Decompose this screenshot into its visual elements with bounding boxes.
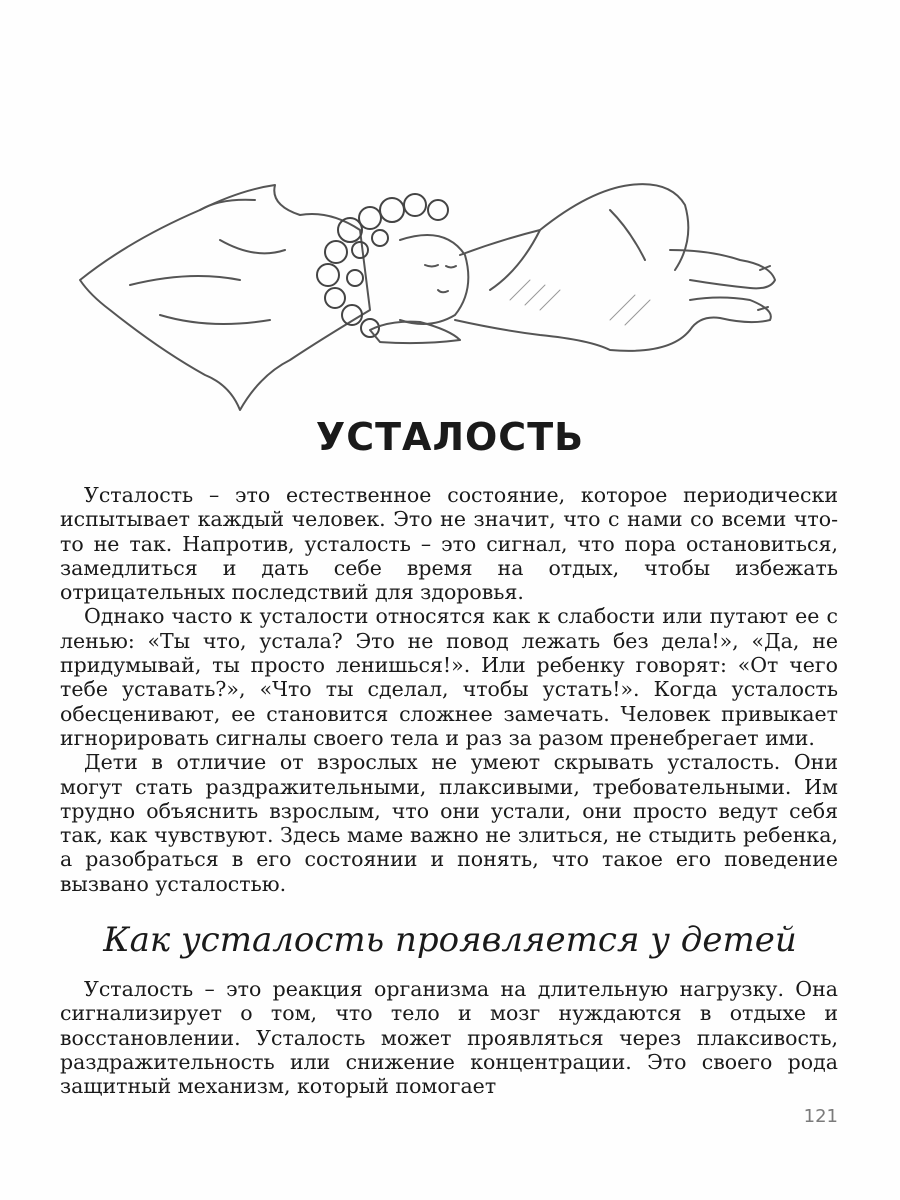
section-body-text bbox=[60, 977, 838, 1098]
sleeping-child-illustration bbox=[70, 170, 790, 420]
paragraph: Усталость – это реакция организма на длительную нагрузку. Она сигнализирует о том, что тело и мозг нуждаются в отдыхе и восстановлении. Усталость может проявляться через плаксивость, раздражительность или снижение концентрации. Это своего рода защитный механизм, который помогает bbox=[60, 977, 838, 1099]
paragraph: Однако часто к усталости относятся как к слабости или путают ее с ленью: «Ты что, устала? Это не повод лежать без дела!», «Да, не придумывай, ты просто ленишься!». Или ребенку говорят: «От чего тебе уставать?», «Что ты сделал, чтобы устать!». Когда усталость обесценивают, ее становится сложнее замечать. Человек привыкает игнорировать сигналы своего тела и раз за разом пренебрегает ими. bbox=[60, 604, 838, 750]
chapter-title: УСТАЛОСТЬ bbox=[315, 415, 585, 459]
body-text bbox=[60, 483, 838, 896]
page-number: 121 bbox=[803, 1106, 838, 1127]
paragraph: Усталость – это естественное состояние, которое периодически испытывает каждый человек. Это не значит, что с нами со всеми что-то не так. Напротив, усталость – это сигнал, что пора остановиться, замедлиться и дать себе время на отдых, чтобы избежать отрицательных последствий для здоровья. bbox=[60, 483, 838, 605]
section-heading: Как усталость проявляется у детей bbox=[103, 920, 797, 960]
paragraph: Дети в отличие от взрослых не умеют скрывать усталость. Они могут стать раздражительными, плаксивыми, требовательными. Им трудно объяснить взрослым, что они устали, они просто ведут себя так, как чувствуют. Здесь маме важно не злиться, не стыдить ребенка, а разобраться в его состоянии и понять, что такое его поведение вызвано усталостью. bbox=[60, 750, 838, 896]
